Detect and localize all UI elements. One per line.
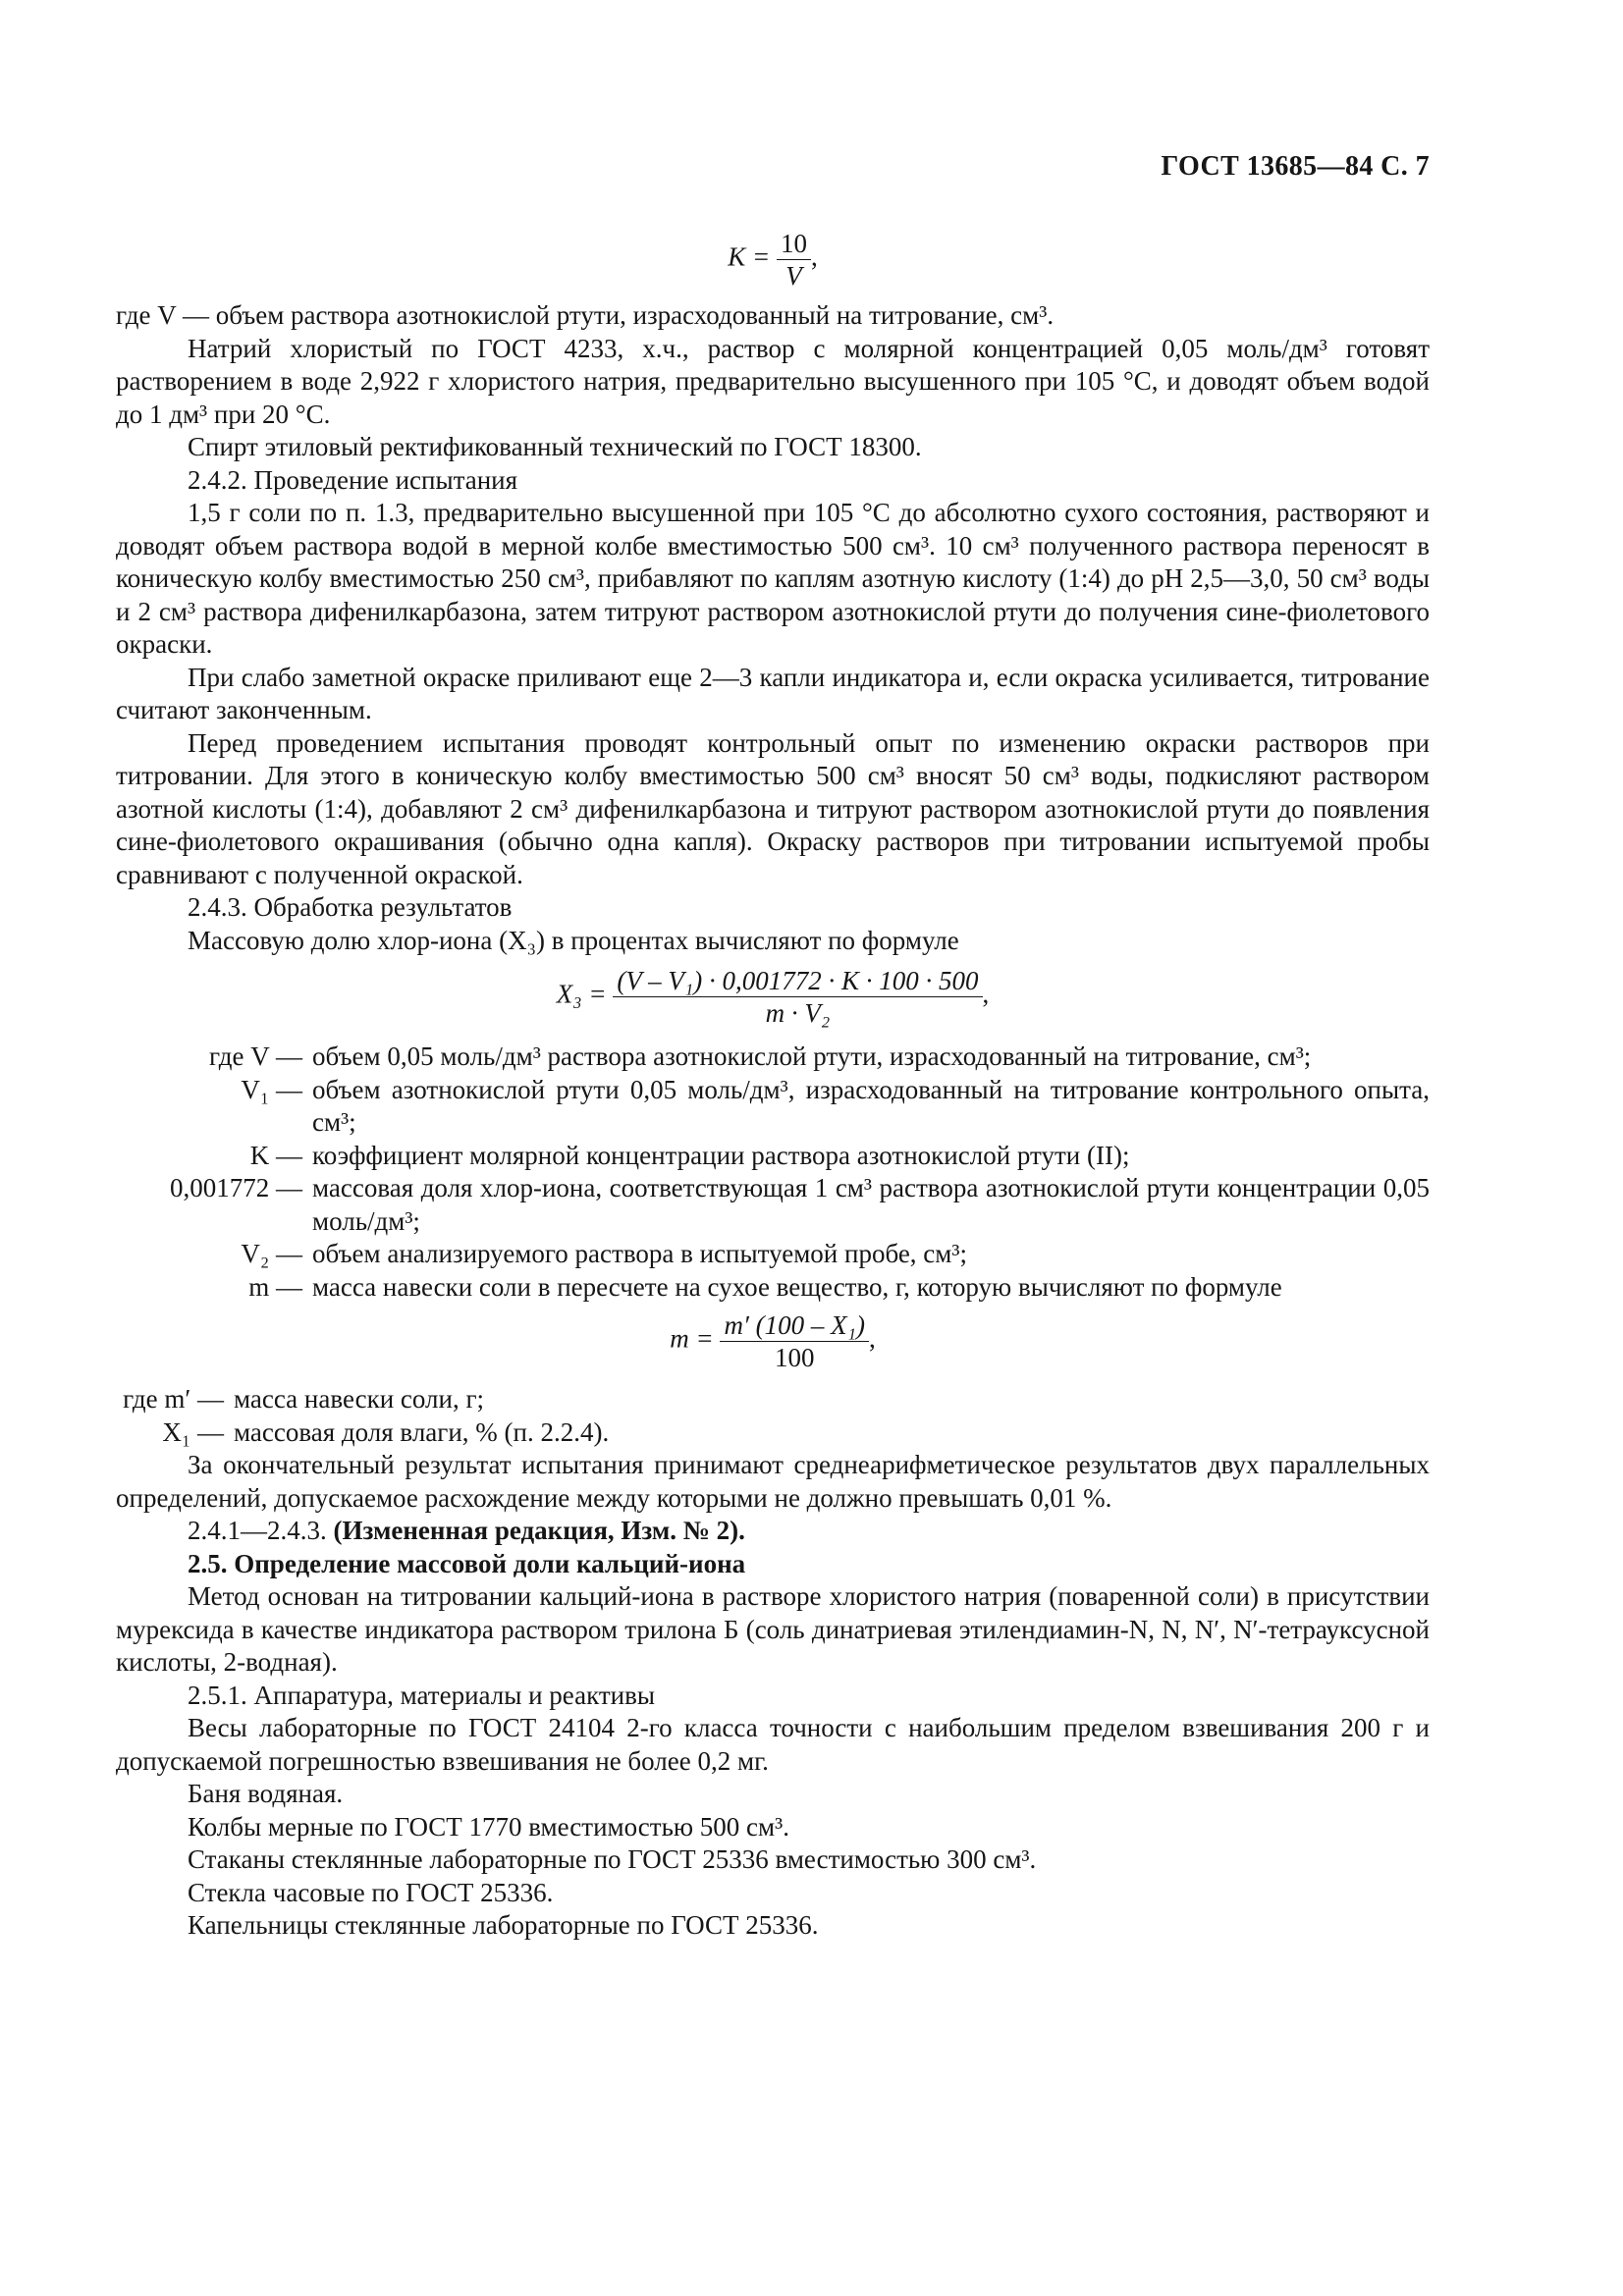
formula-m bbox=[116, 1309, 1430, 1373]
formula-k-num: 10 bbox=[777, 228, 811, 260]
definition-row bbox=[116, 1041, 1430, 1074]
paragraph-where-v: где V — объем раствора азотнокислой ртути, израсходованный на титрование, см³. bbox=[116, 300, 1055, 330]
heading-2-5: 2.5. Определение массовой доли кальций-иона bbox=[188, 1548, 746, 1578]
formula-k-lhs: K = bbox=[728, 241, 771, 272]
definition-row bbox=[116, 1172, 1430, 1238]
amendment-note: (Измененная редакция, Изм. № 2). bbox=[333, 1516, 745, 1545]
definition-value: масса навески соли в пересчете на сухое вещество, г, которую вычисляют по формуле bbox=[312, 1271, 1282, 1302]
paragraph-water-bath: Баня водяная. bbox=[188, 1779, 344, 1808]
definition-value: объем анализируемого раствора в испытуемой пробе, см³; bbox=[312, 1239, 967, 1268]
definition-key: 0,001772 — bbox=[170, 1173, 302, 1202]
definition-row bbox=[116, 1140, 1430, 1173]
paragraph-droppers: Капельницы стеклянные лабораторные по ГОСТ 25336. bbox=[188, 1910, 819, 1940]
formula-k-tail: , bbox=[810, 241, 818, 272]
formula-x3-fraction bbox=[613, 965, 982, 1029]
formula-x3-den: m · V₂ bbox=[765, 998, 831, 1028]
formula-x3 bbox=[116, 965, 1430, 1029]
definition-key: где m′ — bbox=[123, 1384, 224, 1414]
definition-row bbox=[116, 1416, 1430, 1450]
paragraph-mass-fraction: Массовую долю хлор-иона (X₃) в процентах вычисляют по формуле bbox=[188, 925, 959, 955]
formula-x3-tail: , bbox=[982, 979, 990, 1009]
definition-value: массовая доля хлор-иона, соответствующая 1 см³ раствора азотнокислой ртути концентрации 0,05 моль/дм³; bbox=[312, 1173, 1430, 1236]
formula-k bbox=[116, 228, 1430, 292]
paragraph-beakers: Стаканы стеклянные лабораторные по ГОСТ 25336 вместимостью 300 см³. bbox=[188, 1844, 1037, 1874]
paragraph-final-result: За окончательный результат испытания принимают среднеарифметическое результатов двух параллельных определений, допускаемое расхождение между которыми не должно превышать 0,01 %. bbox=[116, 1450, 1430, 1513]
definition-key: m — bbox=[248, 1271, 302, 1302]
definition-value: масса навески соли, г; bbox=[234, 1384, 485, 1414]
definition-row bbox=[116, 1383, 1430, 1416]
formula-x3-lhs: X₃ = bbox=[556, 979, 607, 1009]
formula-k-fraction bbox=[777, 228, 811, 292]
page-body bbox=[116, 147, 1430, 1943]
definition-value: коэффициент молярной концентрации раствора азотнокислой ртути (II); bbox=[312, 1140, 1130, 1170]
definition-key: V₂ — bbox=[241, 1239, 302, 1268]
definition-value: объем 0,05 моль/дм³ раствора азотнокислой ртути, израсходованный на титрование, см³; bbox=[312, 1041, 1312, 1071]
definition-key: X₁ — bbox=[162, 1416, 224, 1447]
paragraph-weak-color: При слабо заметной окраске приливают еще 2—3 капли индикатора и, если окраска усиливается, титрование считают законченным. bbox=[116, 662, 1430, 724]
amendment-range: 2.4.1—2.4.3. bbox=[188, 1516, 327, 1545]
formula-m-den: 100 bbox=[774, 1343, 815, 1372]
page-header: ГОСТ 13685—84 С. 7 bbox=[1161, 151, 1430, 182]
paragraph-method: Метод основан на титровании кальций-иона в растворе хлористого натрия (поваренной соли) в присутствии мурексида в качестве индикатора раствором трилона Б (соль динатриевая этилендиамин-N, N, N′, N′-тетрауксусной кислоты, 2-водная). bbox=[116, 1581, 1430, 1677]
formula-x3-num: (V – V₁) · 0,001772 · K · 100 · 500 bbox=[613, 965, 982, 997]
heading-2-4-2: 2.4.2. Проведение испытания bbox=[188, 464, 518, 495]
paragraph-amendment bbox=[116, 1515, 1430, 1548]
formula-m-tail: , bbox=[869, 1323, 876, 1354]
paragraph-scales: Весы лабораторные по ГОСТ 24104 2-го класса точности с наибольшим пределом взвешивания 200 г и допускаемой погрешностью взвешивания не более 0,2 мг. bbox=[116, 1713, 1430, 1776]
formula-m-num: m′ (100 – X₁) bbox=[720, 1309, 869, 1342]
definition-key: V₁ — bbox=[241, 1074, 302, 1104]
definition-row bbox=[116, 1074, 1430, 1140]
definition-value: объем азотнокислой ртути 0,05 моль/дм³, израсходованный на титрование контрольного опыта, см³; bbox=[312, 1074, 1430, 1137]
formula-k-den: V bbox=[785, 261, 802, 291]
heading-2-5-1: 2.5.1. Аппаратура, материалы и реактивы bbox=[188, 1680, 655, 1710]
definition-row bbox=[116, 1271, 1430, 1305]
paragraph-natriy: Натрий хлористый по ГОСТ 4233, х.ч., раствор с молярной концентрацией 0,05 моль/дм³ готовят растворением в воде 2,922 г хлористого натрия, предварительно высушенного при 105 °С, и доводят объем водой до 1 дм³ при 20 °С. bbox=[116, 333, 1430, 429]
heading-2-4-3: 2.4.3. Обработка результатов bbox=[188, 892, 513, 922]
definition-key: где V — bbox=[209, 1041, 302, 1071]
paragraph-sample-prep: 1,5 г соли по п. 1.3, предварительно высушенной при 105 °С до абсолютно сухого состояния, растворяют и доводят объем раствора водой в мерной колбе вместимостью 500 см³. 10 см³ полученного раствора переносят в коническую колбу вместимостью 250 см³, прибавляют по каплям азотную кислоту (1:4) до pH 2,5—3,0, 50 см³ воды и 2 см³ раствора дифенилкарбазона, затем титруют раствором азотнокислой ртути до получения сине-фиолетового окраски. bbox=[116, 498, 1430, 659]
paragraph-flasks: Колбы мерные по ГОСТ 1770 вместимостью 500 см³. bbox=[188, 1811, 789, 1842]
definition-value: массовая доля влаги, % (п. 2.2.4). bbox=[234, 1416, 610, 1447]
formula-m-lhs: m = bbox=[670, 1323, 714, 1354]
definition-row bbox=[116, 1238, 1430, 1271]
paragraph-spirt: Спирт этиловый ректификованный технический по ГОСТ 18300. bbox=[188, 432, 922, 461]
formula-m-fraction bbox=[720, 1309, 869, 1373]
definitions-list bbox=[116, 1041, 1430, 1304]
paragraph-watch-glasses: Стекла часовые по ГОСТ 25336. bbox=[188, 1877, 554, 1907]
definition-key: K — bbox=[249, 1140, 302, 1170]
paragraph-control-test: Перед проведением испытания проводят контрольный опыт по изменению окраски растворов при титровании. Для этого в коническую колбу вместимостью 500 см³ вносят 50 см³ воды, подкисляют раствором азотной кислоты (1:4), добавляют 2 см³ дифенилкарбазона и титруют раствором азотнокислой ртути до появления сине-фиолетового окрашивания (обычно одна капля). Окраску растворов при титровании испытуемой пробы сравнивают с полученной окраской. bbox=[116, 727, 1430, 889]
